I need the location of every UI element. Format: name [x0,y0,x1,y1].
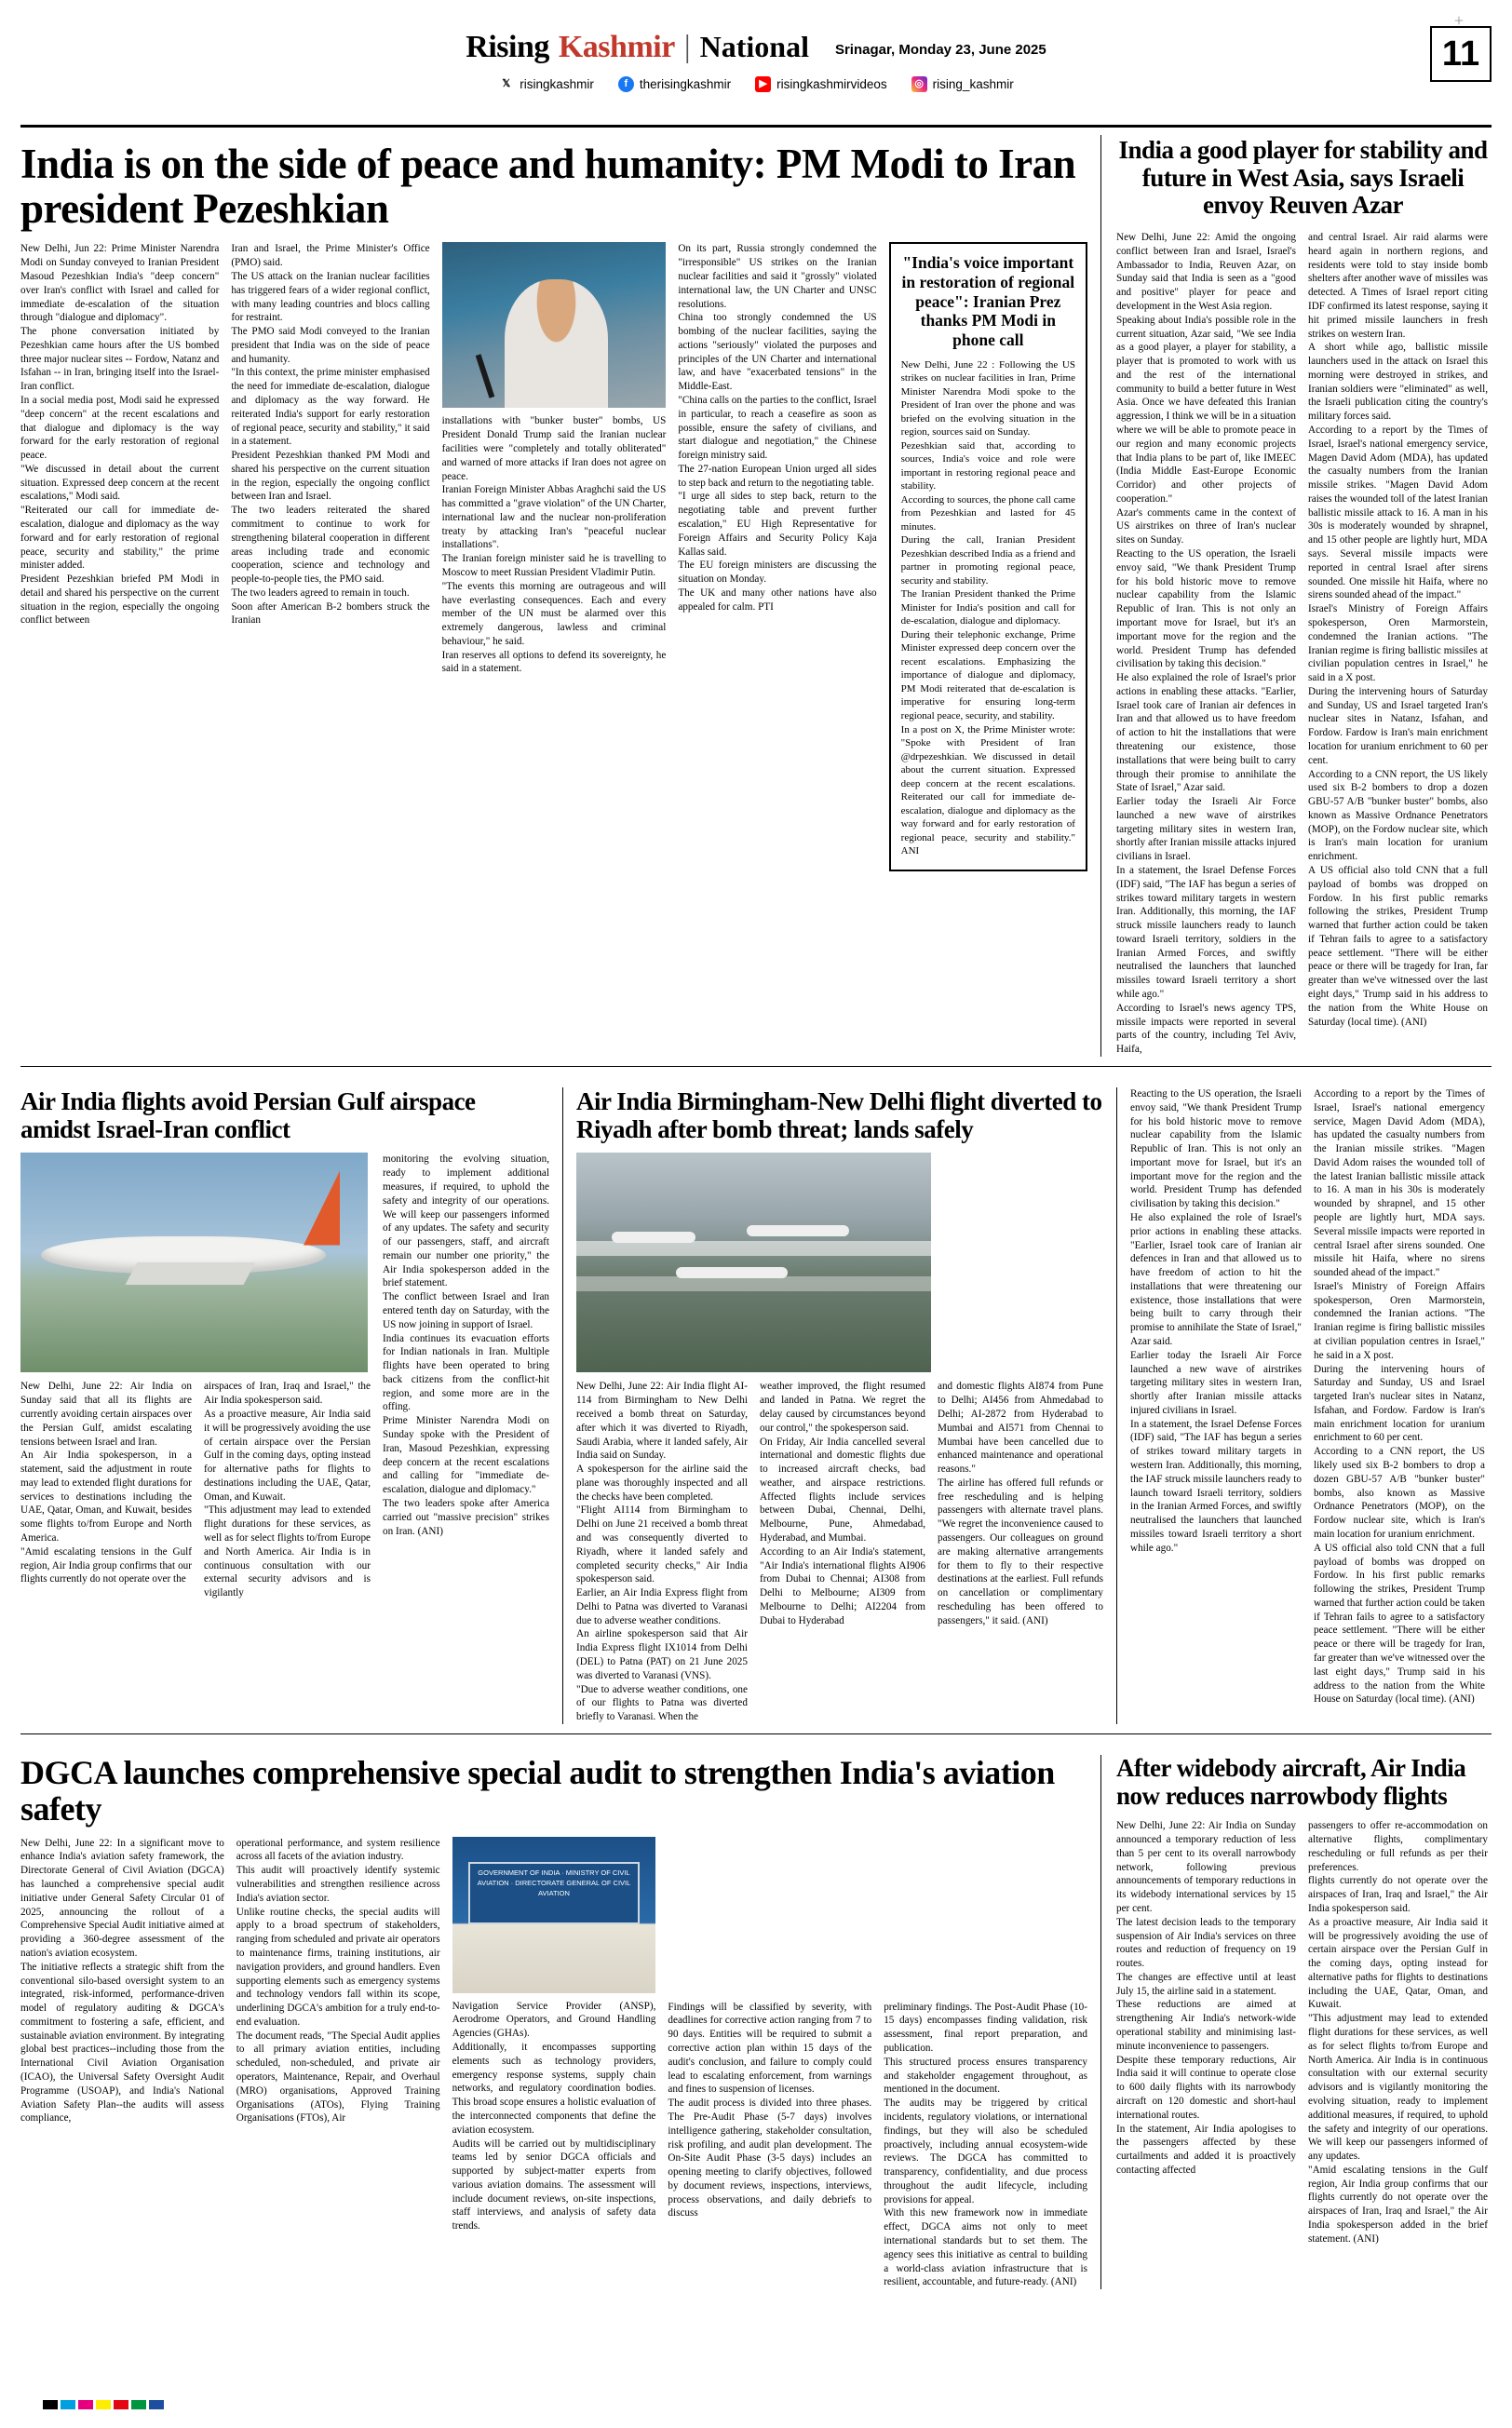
narrowbody-p5: Despite these temporary reductions, Air India said it will continue to operate close to 600 daily flights with its narrowbody aircraft on 120 domestic and short-haul international routes. [1116,2054,1296,2121]
gulf-column-1 [20,1153,192,1600]
dgca-p10: Findings will be classified by severity, with deadlines for corrective action ranging from 7 to 90 days. Entities will be required to submit a corrective action plan within 15 days of the audit's conclusion, and failure to comply could lead to escalating enforcement, from warnings and fines to suspension of licenses. [668,2001,872,2096]
narrowbody-p11: "Amid escalating tensions in the Gulf region, Air India group confirms that our flights currently do not operate over the airspaces of Iran, Iraq and Israel," the Air India spokesperson added in the brief statement. (ANI) [1308,2164,1488,2245]
lead-p18: "The events this morning are outrageous and will have everlasting consequences. Each and every member of the UN must be alarmed over this extremely dangerous, lawless and criminal behaviour," he said. [441,580,667,647]
side-cont-p5: According to a report by the Times of Israel, Israel's national emergency service, Magen David Adom (MDA), has updated the casualty numbers from the Iranian missile strikes. "Magen David Adom raises the wounded toll of the latest Iranian ballistic missile attack to 16. A man in his 30s is moderately wounded by shrapnel, and 15 other people are lightly hurt, MDA says. Several missile impacts were reported in central Israel after sirens sounded. One missile hit Haifa, where no sirens sounded ahead of the impact." [1314,1087,1485,1279]
birmingham-column-3 [938,1153,1103,1724]
lead-p15: installations with "bunker buster" bombs, US President Donald Trump said the Iranian nuclear facilities were "completely and totally obliterated" and warned of more attacks if Iran does not agree on peace. [441,415,667,482]
lead-p21: China too strongly condemned the US bombing of the nuclear facilities, saying the actions "seriously" violated the purposes and principles of the UN Charter and international law, and have "exacerbated tensions" in the Middle-East. [678,312,877,393]
inset-p4: During the call, Iranian President Pezeshkian described India as a friend and partner in promoting regional peace, security and stability. [900,534,1075,587]
side-story [1100,135,1490,1057]
gulf-p2: An Air India spokesperson, in a statement, said the adjustment in route may lead to extended flight durations for services to destinations including the UAE, Qatar, Oman, and Kuwait, besides some flights to/from Europe and North America. [20,1450,192,1544]
side-cont-p1: Reacting to the US operation, the Israeli envoy said, "We thank President Trump for his bold historic move to remove nuclear capability from the Islamic Republic of Iran. This is not only an important move for Israel, but it's an important move for the region and the world. President Trump has defended civilisation by taking this decision." [1130,1087,1302,1210]
lead-p17: The Iranian foreign minister said he is travelling to Moscow to meet Russian President Vladimir Putin. [441,553,667,578]
parked-jet-shape-1 [612,1232,695,1243]
pm-modi-photo [442,242,667,408]
social-handle-x: risingkashmir [520,77,594,91]
color-swatch-green [131,2400,146,2409]
side-story-continued [1117,1087,1492,1724]
birmingham-p4: Earlier, an Air India Express flight from Delhi to Patna was diverted to Varanasi due to adverse weather conditions. [576,1587,748,1626]
birmingham-p2: A spokesperson for the airline said the plane was thoroughly inspected and all the checks have been completed. [576,1464,748,1503]
lead-column-4 [678,242,876,870]
youtube-icon: ▶ [755,76,771,92]
gulf-p1: New Delhi, June 22: Air India on Sunday said that all its flights are currently avoiding certain airspaces over the Persian Gulf, amidst escalating tensions between Israel and Iran. [20,1381,192,1448]
social-handle-instagram: rising_kashmir [932,77,1014,91]
side-cont-p8: According to a CNN report, the US likely used six B-2 bombers to drop a dozen GBU-57 A/B "bunker buster" bombs, also known as Massive Ordnance Penetrators (MOP), on the Fordow nuclear site, which is Iran's main location for uranium enrichment. [1314,1446,1485,1540]
lead-column-5 [889,242,1087,870]
birmingham-p3: "Flight AI114 from Birmingham to Delhi on June 21 received a bomb threat and was consequently diverted to Riyadh, where it landed safely and completed security checks," Air India spokesperson said. [576,1504,748,1585]
color-swatch-magenta [78,2400,93,2409]
narrowbody-p2: The latest decision leads to the temporary suspension of Air India's services on three routes and reduction of frequency on 19 routes. [1116,1916,1296,1970]
dgca-p8: Additionally, it encompasses supporting elements such as technology providers, emergency response systems, supply chain networks, and regulatory coordination bodies. This broad scope ensures a holistic evaluation of the interconnected components that define the aviation ecosystem. [452,2042,656,2136]
social-item-youtube[interactable] [755,76,887,92]
lead-p14: Soon after American B-2 bombers struck the Iranian [231,600,430,627]
side-p13: During the intervening hours of Saturday and Sunday, US and Israel targeted Iran's nuclear sites in Natanz, Isfahan, and Fordow. Fardow is Iran's main enrichment location for uranium enrichment to 60 per cent. [1308,685,1488,766]
parked-jet-shape-3 [676,1267,788,1278]
side-cont-p7: During the intervening hours of Saturday and Sunday, US and Israel targeted Iran's nuclear sites in Natanz, Isfahan, and Fordow. Fardow is Iran's main enrichment location for uranium enrichment to 60 per cent. [1314,1363,1485,1444]
lead-column-2 [231,242,429,870]
lead-p19: Iran reserves all options to defend its sovereignty, he said in a statement. [441,649,667,675]
issue-date: Srinagar, Monday 23, June 2025 [834,42,1046,58]
side-p14: According to a CNN report, the US likely used six B-2 bombers to drop a dozen GBU-57 A/B "bunker buster" bombs, also known as Massive Ordnance Penetrators (MOP), on the Fordow nuclear site, which is Iran's main location for uranium enrichment. [1308,768,1488,863]
narrowbody-p9: As a proactive measure, Air India said it will be progressively avoiding the use of certain airspace over the Persian Gulf in the coming days, opting instead for alternative paths for flights to destinations including the UAE, Qatar, Oman, and Kuwait. [1308,1916,1488,2011]
narrowbody-p1: New Delhi, June 22: Air India on Sunday announced a temporary reduction of less than 5 per cent to its overall narrowbody network, following previous announcements of temporary reductions in its widebody international services by 15 per cent. [1116,1820,1296,1914]
air-india-aircraft-photo [20,1153,368,1372]
dgca-p5: Unlike routine checks, the special audits will apply to a broad spectrum of stakeholders, ranging from scheduled and private air operators to maintenance firms, training institutions, air navigation providers, and ground handlers. Even supporting elements such as emergency systems and technology vendors fall within its scope, underlining DGCA's ambition for a truly end-to-end evaluation. [236,1906,440,2028]
birmingham-story-headline: Air India Birmingham-New Delhi flight diverted to Riyadh after bomb threat; lands safely [576,1086,1102,1144]
dgca-office-signboard-photo [452,1837,656,1993]
dgca-column-3 [452,1837,656,2289]
dgca-p6: The document reads, "The Special Audit applies to all primary aviation entities, including scheduled, non-scheduled, and private air operators, Maintenance, Repair, and Overhaul (MRO) organisations, Approved Training Organisations (ATOs), Flying Training Organisations (FTOs), Air [236,2030,440,2124]
dgca-column-1 [20,1837,224,2289]
masthead-divider [20,125,1492,128]
crop-mark: + [1453,11,1464,30]
gulf-column-3 [383,1153,549,1600]
lead-column-1 [20,242,219,870]
dgca-p14: The audits may be triggered by critical incidents, regulatory violations, or international findings, but they will also be scheduled proactively, including annual ecosystem-wide reviews. The DGCA has committed to transparency, confidentiality, and due process throughout the audit lifecycle, including provisions for appeal. [884,2098,1087,2205]
birmingham-p1: New Delhi, June 22: Air India flight AI-114 from Birmingham to New Delhi received a bomb threat on Saturday, after which it was diverted to Riyadh, Saudi Arabia, where it landed safely, Air India said on Sunday. [576,1381,748,1462]
band-divider-1 [20,1066,1492,1067]
dgca-p7: Navigation Service Provider (ANSP), Aerodrome Operators, and Ground Handling Agencies (GHAs). [452,2000,656,2040]
lead-p12: The two leaders reiterated the shared commitment to continue to work for strengthening bilateral cooperation in different areas including trade and economic cooperation, science and technology and people-to-people ties, the PMO said. [231,505,430,586]
story-narrowbody-flights [1100,1755,1490,2289]
dgca-p9: Audits will be carried out by multidisciplinary teams led by senior DGCA officials and supported by subject-matter experts from various aviation domains. The assessment will include document reviews, on-site inspections, staff interviews, and analysis of safety data trends. [452,2138,656,2232]
lead-band [20,135,1492,1057]
gulf-p4: airspaces of Iran, Iraq and Israel," the Air India spokesperson said. [204,1381,371,1407]
social-item-instagram[interactable] [911,76,1014,92]
inset-p2: Pezeshkian said that, according to sources, India's voice and role were important in restoring regional peace and stability. [900,439,1075,492]
birmingham-p11: The airline has offered full refunds or free rescheduling and is helping passengers with alternate travel plans. "We regret the inconvenience caused to passengers. Our colleagues on ground are making alternative arrangements for them to fly to their respective destinations at the earliest. Full refunds on cancellation or complimentary rescheduling has been offered to passengers," it said. (ANI) [938,1477,1103,1626]
narrowbody-p8: flights currently do not operate over the airspaces of Iran, Iraq and Israel," the Air India spokesperson said. [1308,1875,1488,1914]
gulf-p9: India continues its evacuation efforts for Indian nationals in Iran. Multiple flights have been operated to bring back citizens from the conflict-hit region, and some more are in the offing. [383,1332,549,1413]
inset-p1: New Delhi, June 22 : Following the US strikes on nuclear facilities in Iran, Prime Minister Narendra Modi spoke to the President of Iran over the phone and was briefed on the evolving situation in the region, sources said on Sunday. [900,358,1075,438]
side-cont-p9: A US official also told CNN that a full payload of bombs was dropped on Fordow. In his first public remarks following the strikes, President Trump warned that further action could be taken if Tehran fails to agree to a satisfactory peace settlement. "There will be either peace or there will be tragedy for Iran, far greater than we've witnessed over the last eight days," Trump said in his address to the nation from the White House on Saturday (local time). (ANI) [1314,1542,1485,1706]
birmingham-p5: An airline spokesperson said that Air India Express flight IX1014 from Delhi (DEL) to Patna (PAT) on 21 June 2025 was diverted to Varanasi (VNS). [576,1628,748,1681]
inset-p3: According to sources, the phone call came from Pezeshkian and lasted for 45 minutes. [900,493,1075,533]
narrowbody-column-1 [1116,1819,1296,2246]
lead-p9: The PMO said Modi conveyed to the Iranian president that India was on the side of peace and humanity. [231,326,430,365]
gulf-p5: As a proactive measure, Air India said it will be progressively avoiding the use of certain airspace over the Persian Gulf in the coming days, opting instead for alternative paths for flights to destinations including the UAE, Qatar, Oman, and Kuwait. [204,1408,371,1503]
narrowbody-column-2 [1308,1819,1488,2246]
social-handle-youtube: risingkashmirvideos [776,77,887,91]
dgca-p2: The initiative reflects a strategic shift from the conventional silo-based oversight system to an integrated, risk-informed, performance-driven model of regulatory auditing & DGCA's commitment to fostering a safe, efficient, and sustainable aviation environment. By integrating global best practices--including those from the International Civil Aviation Organisation (ICAO), the Universal Safety Oversight Audit Programme (USOAP), and India's National Aviation Safety Plan--the audits will assess compliance, [20,1961,224,2124]
gulf-p3: "Amid escalating tensions in the Gulf region, Air India group confirms that our flights currently do not operate over the [20,1545,192,1585]
color-swatch-blue [149,2400,164,2409]
birmingham-p6: "Due to adverse weather conditions, one of our flights to Patna was diverted briefly to Varanasi. When the [576,1683,748,1723]
color-swatch-black [43,2400,58,2409]
side-cont-column-1 [1130,1087,1302,1706]
masthead [20,11,1492,119]
inset-p5: The Iranian President thanked the Prime Minister for India's position and call for de-escalation, dialogue and diplomacy. [900,588,1075,627]
side-story-headline: India a good player for stability and future in West Asia, says Israeli envoy Reuven Azar [1118,136,1488,220]
second-band [20,1078,1492,1724]
social-handles-row [498,76,1013,92]
side-cont-p2: He also explained the role of Israel's prior actions in enabling these attacks. "Earlier, Israel took care of Iranian air defences in Iran and that allowed us to have freedom of action to hit the installations that were threatening our existence, those installations that were being built to carry through their promise to annihilate the State of Israel," Azar said. [1130,1211,1302,1347]
gulf-p8: The conflict between Israel and Iran entered tenth day on Saturday, with the US now joining in support of Israel. [383,1291,549,1330]
print-color-bar [43,2400,164,2409]
dgca-p4: This audit will proactively identify systemic vulnerabilities and strengthen resilience across India's aviation sector. [236,1865,440,1904]
lead-p3: In a social media post, Modi said he expressed "deep concern" at the recent escalations and that dialogue and diplomacy is the way forward for the early restoration of regional peace. [20,394,220,462]
side-p9: and central Israel. Air raid alarms were heard again in northern regions, and residents were told to stay inside bomb shelters after another wave of missiles was detected. A Times of Israel report citing IDF confirmed its latest response, saying it hit primed missile launchers in fresh strikes on western Iran. [1308,232,1488,340]
masthead-center [466,30,1046,92]
brand-rising: Rising [466,30,549,64]
dgca-story-columns [20,1837,1087,2289]
dgca-p3: operational performance, and system resilience across all facets of the aviation industry. [236,1837,440,1863]
facebook-icon: f [618,76,634,92]
side-column-1 [1116,231,1296,1057]
lead-p5: "Reiterated our call for immediate de-escalation, dialogue and diplomacy as the way forward and for early restoration of regional peace, security and stability," the prime minister added. [20,505,220,572]
lead-p26: The UK and many other nations have also appealed for calm. PTI [678,587,877,613]
aircraft-wing-shape [126,1262,255,1285]
masthead-separator: | [683,30,691,64]
birmingham-story-columns [576,1153,1103,1724]
color-swatch-cyan [61,2400,75,2409]
side-column-2 [1308,231,1488,1057]
side-cont-p6: Israel's Ministry of Foreign Affairs spokesperson, Oren Marmorstein, condemned the Iranian actions. "The Iranian regime is firing ballistic missiles at civilian population centres in Israel," he said in a X post. [1314,1280,1485,1361]
lead-p13: The two leaders agreed to remain in touch. [231,587,410,599]
lead-p23: The 27-nation European Union urged all sides to step back and return to the negotiating table. [678,463,877,489]
third-band [20,1746,1492,2289]
side-p12: Israel's Ministry of Foreign Affairs spokesperson, Oren Marmorstein, condemned the Iranian actions. "The Iranian regime is firing ballistic missiles at civilian population centres in Israel," he said in a X post. [1308,603,1488,684]
section-name: National [699,30,809,63]
narrowbody-p6: In the statement, Air India apologises to the passengers affected by these curtailments and added it is proactively contacting affected [1116,2123,1296,2176]
microphone-shape [476,354,495,398]
inset-box-headline: "India's voice important in restoration of regional peace": Iranian Prez thanks PM Modi in phone call [901,253,1075,349]
lead-headline: India is on the side of peace and humanity: PM Modi to Iran president Pezeshkian [20,141,1076,232]
side-p15: A US official also told CNN that a full payload of bombs was dropped on Fordow. In his first public remarks following the strikes, President Trump warned that further action could be taken if Tehran fails to agree to a satisfactory peace settlement. "There will be either peace or there will be tragedy for Iran, far greater than we've witnessed over the last eight days," Trump said in his address to the nation from the White House on Saturday (local time). (ANI) [1308,865,1488,1028]
brand-kashmir: Kashmir [558,30,675,64]
gulf-p11: The two leaders spoke after America carried out "massive precision" strikes on Iran. (ANI) [383,1497,549,1537]
side-cont-column-2 [1314,1087,1485,1706]
aircraft-tail-shape [288,1170,340,1245]
color-swatch-yellow [96,2400,111,2409]
side-p1: New Delhi, June 22: Amid the ongoing conflict between Iran and Israel, Israel's Ambassador to India, Reuven Azar, on Sunday said that India is seen as a "good and positive" player for peace and development in the West Asia region. [1116,232,1296,312]
birmingham-p7: weather improved, the flight resumed and landed in Patna. We regret the delay caused by circumstances beyond our control," the spokesperson said. [760,1381,925,1434]
lead-p25: The EU foreign ministers are discussing the situation on Monday. [678,560,877,586]
gulf-story-columns [20,1153,549,1600]
side-cont-p3: Earlier today the Israeli Air Force launched a new wave of airstrikes targeting military sites in western Iran, shortly after Iranian missile attacks injured civilians in Israel. [1130,1349,1302,1416]
narrowbody-p7: passengers to offer re-accommodation on alternative flights, complimentary rescheduling or full refunds as per their preferences. [1308,1820,1488,1873]
gulf-story-headline: Air India flights avoid Persian Gulf airspace amidst Israel-Iran conflict [20,1086,476,1144]
x-twitter-icon: 𝕏 [498,76,514,92]
inset-quote-box [889,242,1087,870]
lead-p10: "In this context, the prime minister emphasised the need for immediate de-escalation, dialogue and diplomacy as the way forward. He reiterated India's support for early restoration of regional peace, security and stability," it said in a statement. [231,367,430,448]
riyadh-airport-apron-photo [576,1153,931,1372]
side-p4: Reacting to the US operation, the Israeli envoy said, "We thank President Trump for his bold historic move to remove nuclear capability from the Islamic Republic of Iran. This is not only an important move for Israel, but it's an important move for the region and the world. President Trump has defended civilisation by taking this decision." [1116,548,1296,670]
lead-p7: Iran and Israel, the Prime Minister's Office (PMO) said. [231,243,430,269]
dgca-p1: New Delhi, June 22: In a significant move to enhance India's aviation safety framework, the Directorate General of Civil Aviation (DGCA) has launched a comprehensive special audit initiative under General Safety Circular 01 of 2025, announcing the rollout of a Comprehensive Special Audit initiative aimed at providing a 360-degree assessment of the nation's aviation ecosystem. [20,1837,224,1959]
side-story-continued-columns [1130,1087,1492,1706]
lead-p20: On its part, Russia strongly condemned the "irresponsible" US strikes on the Iranian nuclear facilities and said it "grossly" violated international law, the UN Charter and UNSC resolutions. [678,243,877,310]
gulf-p10: Prime Minister Narendra Modi on Sunday spoke with the President of Iran, Masoud Pezeshkian, expressing deep concern at the recent escalations and calling for "immediate de-escalation, dialogue and diplomacy." [383,1415,549,1496]
side-p3: Azar's comments came in the context of US airstrikes on three of Iran's nuclear sites on Sunday. [1116,506,1296,546]
lead-column-3 [442,242,667,870]
lead-story [20,135,1100,1057]
lead-p11: President Pezeshkian thanked PM Modi and shared his perspective on the current situation in the region, especially the ongoing conflict between Iran and Israel. [231,450,430,503]
band-divider-2 [20,1733,1492,1734]
narrowbody-p3: The changes are effective until at least July 15, the airline said in a statement. [1116,1971,1296,1997]
inset-p6: During their telephonic exchange, Prime Minister expressed deep concern over the recent escalations. Emphasizing the importance of dialogue and diplomacy, PM Modi reiterated that de-escalation is imperative for ensuring long-term regional peace, security, and stability. [900,628,1075,722]
parked-jet-shape-2 [747,1225,849,1236]
page-number: 11 [1430,26,1492,82]
lead-p4: "We discussed in detail about the current situation. Expressed deep concern at the recent escalations," Modi said. [20,463,220,503]
inset-p7: In a post on X, the Prime Minister wrote: "Spoke with President of Iran @drpezeshkian. We discussed in detail about the current situation. Expressed deep concern at the recent escalations. Reiterated our call for immediate de-escalation, dialogue and diplomacy as the way forward and for early restoration of regional peace, security and stability." ANI [900,723,1075,857]
dgca-signboard-text: GOVERNMENT OF INDIA · MINISTRY OF CIVIL AVIATION · DIRECTORATE GENERAL OF CIVIL AVIATION [468,1862,640,1924]
social-item-facebook[interactable] [618,76,731,92]
birmingham-p8: On Friday, Air India cancelled several international and domestic flights due to increased aircraft checks, bad weather, and airspace restrictions. Affected flights include services between Dubai, Chennai, Delhi, Melbourne, Pune, Ahmedabad, Hyderabad, and Mumbai. [760,1436,925,1544]
story-dgca-audit [20,1755,1100,2289]
masthead-title-row [466,30,1046,65]
story-birmingham-diversion [562,1087,1117,1724]
social-item-x[interactable] [498,76,594,92]
dgca-p11: The audit process is divided into three phases. The Pre-Audit Phase (5-7 days) involves intelligence gathering, stakeholder consultation, risk profiling, and audit plan development. The On-Site Audit Phase (3-5 days) includes an opening meeting to clarify objectives, followed by document reviews, inspections, interviews, process observations, and daily debriefs to discuss [668,2098,872,2219]
birmingham-p10: and domestic flights AI874 from Pune to Delhi; AI456 from Ahmedabad to Delhi; AI-2872 from Hyderabad to Mumbai and AI571 from Chennai to Mumbai have been cancelled due to enhanced maintenance and operational reasons." [938,1381,1103,1476]
side-p11: According to a report by the Times of Israel, Israel's national emergency service, Magen David Adom (MDA), has updated the casualty numbers from the Iranian missile strikes. "Magen David Adom raises the wounded toll of the latest Iranian ballistic missile attack to 16. A man in his 30s is moderately wounded by shrapnel, and 15 other people are lightly hurt, MDA says. Several missile impacts were reported in central Israel after sirens sounded. One missile hit Haifa, where no sirens sounded ahead of the impact." [1308,425,1488,601]
lead-p2: The phone conversation initiated by Pezeshkian came hours after the US bombed three major nuclear sites -- Fordow, Natanz and Isfahan -- in Iran, bringing itself into the Israel-Iran conflict. [20,326,220,393]
birmingham-column-1 [576,1153,748,1724]
lead-p22: "China calls on the parties to the conflict, Israel in particular, to reach a ceasefire as soon as possible, ensure the safety of civilians, and start dialogue and negotiation," the Chinese foreign ministry said. [678,394,877,462]
side-p7: In a statement, the Israel Defense Forces (IDF) said, "The IAF has begun a series of strikes toward military targets in western Iran. Additionally, this morning, the IAF struck missile launchers ready to launch toward Israeli territory, soldiers in the Iranian Armed Forces, and swiftly neutralised the launchers that launched missiles toward Israeli territory a short while ago." [1116,865,1296,1001]
side-p10: A short while ago, ballistic missile launchers used in the attack on Israel this morning were destroyed in strikes, and Iranian soldiers were "eliminated" as well, the Israeli publication citing the country's military forces said. [1308,342,1488,423]
dgca-column-2 [236,1837,440,2289]
gulf-p7: monitoring the evolving situation, ready to implement additional measures, if required, to uphold the safety and integrity of our operations. We will keep our passengers informed of any updates. The safety and security of our passengers, staff, and aircraft remain our number one priority," the Air India spokesperson added in the brief statement. [383,1153,549,1289]
instagram-icon: ◎ [911,76,927,92]
lead-columns [20,242,1087,870]
lead-p16: Iranian Foreign Minister Abbas Araghchi said the US has committed a "grave violation" of the UN Charter, international law and the nuclear non-proliferation treaty by attacking Iran's "peaceful nuclear installations". [441,484,667,551]
lead-p6: President Pezeshkian briefed PM Modi in detail and shared his perspective on the current situation in the region, especially the ongoing conflict between [20,573,220,627]
dgca-column-5 [884,1837,1087,2289]
lead-p1: New Delhi, Jun 22: Prime Minister Narendra Modi on Sunday conveyed to Iranian President Masoud Pezeshkian India's "deep concern" over Iran's conflict with Israel and called for immediate de-escalation of the situation through "dialogue and diplomacy". [20,243,220,324]
dgca-p15: With this new framework now in immediate effect, DGCA aims not only to meet international standards but to set them. The agency sees this initiative as central to building a world-class aviation infrastructure that is resilient, accountable, and future-ready. (ANI) [884,2207,1087,2288]
side-p5: He also explained the role of Israel's prior actions in enabling these attacks. "Earlier, Israel took care of Iranian air defences in Iran and that allowed us to have freedom of action to hit the installations that were threatening our existence, those installations that were being built to carry through their promise to annihilate the State of Israel," Azar said. [1116,672,1296,794]
side-p6: Earlier today the Israeli Air Force launched a new wave of airstrikes targeting military sites in western Iran, shortly after Iranian missile attacks injured civilians in Israel. [1116,796,1296,863]
side-p8: According to Israel's news agency TPS, missile impacts were reported in several parts of the country, including Tel Aviv, Haifa, [1116,1002,1296,1056]
lead-p24: "I urge all sides to step back, return to the negotiating table and prevent further escalation," EU High Representative for Foreign Affairs and Security Policy Kaja Kallas said. [678,491,877,558]
narrowbody-p4: These reductions are aimed at strengthening Air India's network-wide operational stability and minimising last-minute inconvenience to passengers. [1116,1999,1296,2052]
narrowbody-story-columns [1116,1819,1490,2246]
gulf-p6: "This adjustment may lead to extended flight durations for these services, as well as for select flights to/from Europe and North America. Air India is in continuous consultation with our external security advisors and is vigilantly [204,1504,371,1599]
dgca-p12: preliminary findings. The Post-Audit Phase (10-15 days) encompasses finding validation, risk assessment, final report preparation, and publication. [884,2001,1087,2055]
side-cont-p4: In a statement, the Israel Defense Forces (IDF) said, "The IAF has begun a series of strikes toward military targets in western Iran. Additionally, this morning, the IAF struck missile launchers ready to launch toward Israeli territory, soldiers in the Iranian Armed Forces, and swiftly neutralised the launchers that launched missiles toward Israeli territory a short while ago." [1130,1418,1302,1554]
birmingham-p9: According to an Air India's statement, "Air India's international flights AI906 from Dubai to Chennai; AI308 from Delhi to Melbourne; AI309 from Melbourne to Delhi; AI2204 from Dubai to Hyderabad [760,1545,925,1626]
lead-p8: The US attack on the Iranian nuclear facilities has triggered fears of a wider regional conflict, with many leading countries and blocs calling for restraint. [231,270,430,324]
story-air-india-gulf [20,1087,562,1724]
social-handle-facebook: therisingkashmir [639,77,732,91]
side-p2: Speaking about India's possible role in the current situation, Azar said, "We see India as a good player, a player for stability, a player that is promoted to work with us and the rest of the international community to build a better future in West Asia. Once we have defeated this Iranian aggression, I think we will be in a situation where we will be able to promote peace in our region and many economic projects that India plans to be part of, like IMEEC (India Middle East-Europe Economic Corridor) and other projects of cooperation." [1116,314,1296,505]
narrowbody-story-headline: After widebody aircraft, Air India now reduces narrowbody flights [1116,1753,1466,1810]
narrowbody-p10: "This adjustment may lead to extended flight durations for these services, as well as for select flights to/from Europe and North America. Air India is in continuous consultation with our external security advisors and is vigilantly monitoring the evolving situation, ready to implement additional measures, if required, to uphold the safety and integrity of our operations. We will keep our passengers informed of any updates. [1308,2013,1488,2163]
color-swatch-red [114,2400,128,2409]
side-story-columns [1116,231,1490,1057]
dgca-story-headline: DGCA launches comprehensive special audit to strengthen India's aviation safety [20,1753,1055,1828]
runway-strip-shape [576,1241,931,1256]
dgca-column-4 [668,1837,871,2289]
dgca-p13: This structured process ensures transparency and stakeholder engagement throughout, as mentioned in the document. [884,2056,1087,2096]
